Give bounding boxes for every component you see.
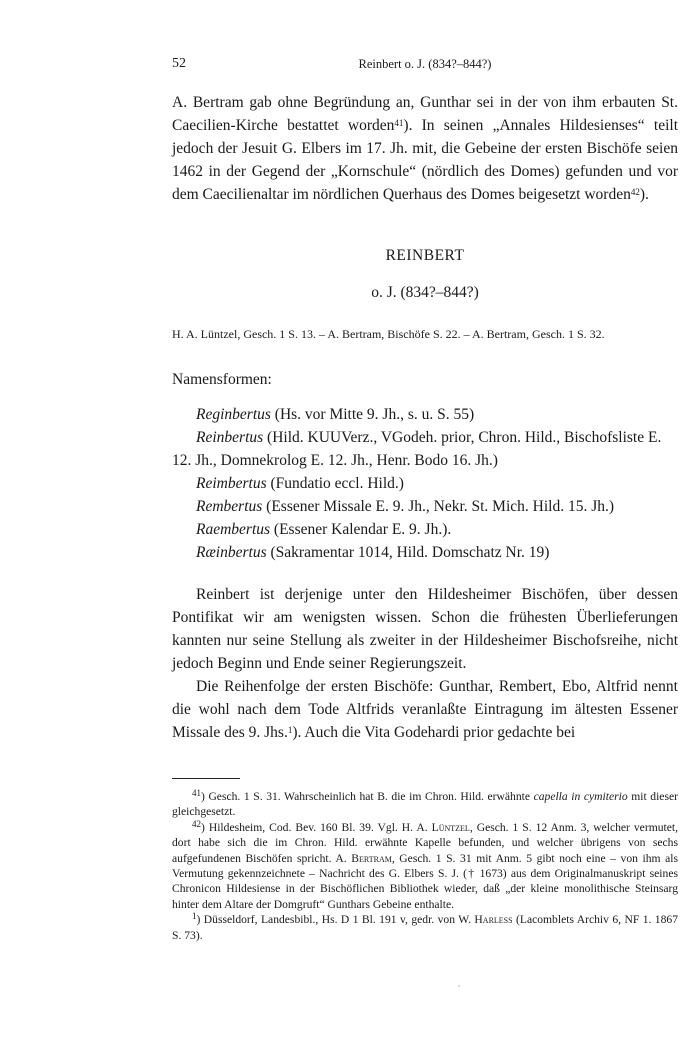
literature-references: H. A. Lüntzel, Gesch. 1 S. 13. – A. Bertram, Bischöfe S. 22. – A. Bertram, Gesch. 1 S. 32. xyxy=(172,327,605,341)
footnotes xyxy=(172,789,678,943)
section-title: REINBERT xyxy=(385,247,465,264)
namensformen-heading: Namensformen: xyxy=(172,371,272,388)
running-title: Reinbert o. J. (834?–844?) xyxy=(358,57,492,71)
intro-paragraph xyxy=(172,91,678,206)
footnote-ref-1[interactable]: 1 xyxy=(287,725,293,735)
page-number: 52 xyxy=(172,56,186,71)
list-item: Reginbertus (Hs. vor Mitte 9. Jh., s. u. S. 55) xyxy=(196,406,475,423)
footnote-ref-42[interactable]: 42 xyxy=(630,187,640,197)
footnote-41: $^{41}$) Gesch. 1 S. 31. Wahrscheinlich hat B. die im Chron. Hild. erwähnte capella in cymiterio mit dieser gleichgesetzt. xyxy=(172,788,678,819)
list-item: Ræinbertus (Sakramentar 1014, Hild. Domschatz Nr. 19) xyxy=(196,544,550,561)
paragraph-2: Die Reihenfolge der ersten Bischöfe: Gunthar, Rembert, Ebo, Altfrid nennt die wohl nach dem Tode Altfrids veranlaßte Eintragung im ältesten Essener Missale des 9. Jhs.$^1$). Auch die Vita Godehardi prior gedachte bei xyxy=(172,678,678,741)
list-item: Rembertus (Essener Missale E. 9. Jh., Nekr. St. Mich. Hild. 15. Jh.) xyxy=(196,498,615,515)
list-item: Raembertus (Essener Kalendar E. 9. Jh.). xyxy=(196,521,452,538)
namensformen-list xyxy=(172,403,678,564)
main-text xyxy=(172,583,678,744)
scan-speck xyxy=(458,985,460,987)
footnote-1: $^1$) Düsseldorf, Landesbibl., Hs. D 1 Bl. 191 v, gedr. von W. Harless (Lacomblets Archiv 6, NF 1. 1867 S. 73). xyxy=(172,911,678,942)
footnote-42: $^{42}$) Hildesheim, Cod. Bev. 160 Bl. 39. Vgl. H. A. Lüntzel, Gesch. 1 S. 12 Anm. 3, welcher vermutet, dort habe sich die im Chron. Hild. erwähnte Kapelle befunden, und welcher übrigens von sechs aufgefundenen Bischöfen spricht. A. Bertram, Gesch. 1 S. 31 mit Anm. 5 gibt noch eine – von ihm als Vermutung gekennzeichnete – Nachricht des G. Elbers S. J. († 1673) aus dem Originalmanuskript seines Chronicon Hildesiense in der Bischöflichen Bibliothek wieder, daß „der kleine monolithische Steinsarg hinter dem Altare der Domgruft“ Gunthars Gebeine enthalte. xyxy=(172,818,678,911)
list-item: Reimbertus (Fundatio eccl. Hild.) xyxy=(196,475,404,492)
paragraph-1: Reinbert ist derjenige unter den Hildesheimer Bischöfen, über dessen Pontifikat wir am wenigsten wissen. Schon die frühesten Überlieferungen kannten nur seine Stellung als zweiter in der Hildesheimer Bischofsreihe, nicht jedoch Beginn und Ende seiner Regierungszeit. xyxy=(172,586,678,672)
intro-text: A. Bertram gab ohne Begründung an, Gunthar sei in der von ihm erbauten St. Caecilien-Kirche bestattet worden$^{41}$). In seinen „Annales Hildesienses“ teilt jedoch der Jesuit G. Elbers im 17. Jh. mit, die Gebeine der ersten Bischöfe seien 1462 in der Gegend der „Kornschule“ (nördlich des Domes) gefunden und vor dem Caecilienaltar im nördlichen Querhaus des Domes beigesetzt worden$^{42}$). xyxy=(172,94,679,203)
list-item: Reinbertus (Hild. KUUVerz., VGodeh. prior, Chron. Hild., Bischofsliste E. 12. Jh., Domnekrolog E. 12. Jh., Henr. Bodo 16. Jh.) xyxy=(172,429,662,469)
section-dates: o. J. (834?–844?) xyxy=(371,284,479,301)
footnote-separator xyxy=(172,778,240,779)
running-header xyxy=(172,56,678,80)
book-page xyxy=(172,56,678,943)
footnote-ref-41[interactable]: 41 xyxy=(394,118,404,128)
